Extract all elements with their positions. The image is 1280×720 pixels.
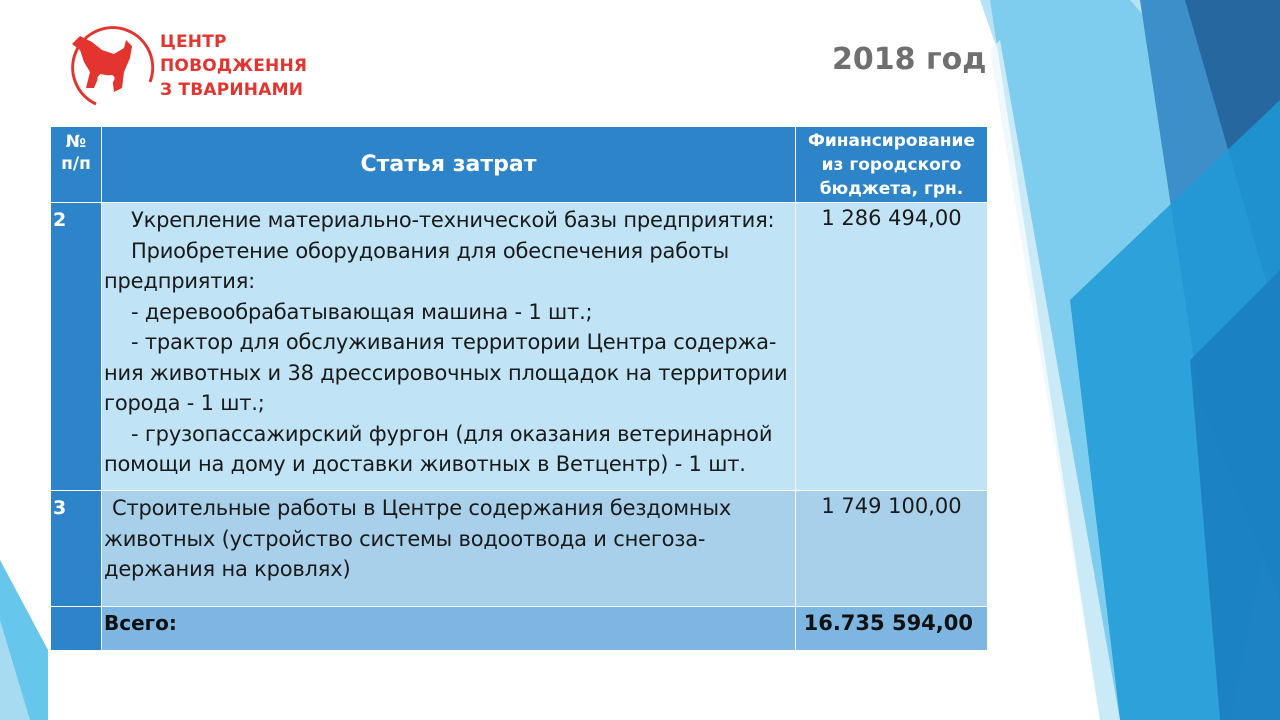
row-line: держания на кровлях) bbox=[104, 557, 351, 581]
table-total-row bbox=[51, 607, 988, 651]
header-funding bbox=[796, 127, 988, 203]
row-line: предприятия: bbox=[104, 269, 256, 293]
row-line: города - 1 шт.; bbox=[104, 391, 265, 415]
dog-cat-heart-icon bbox=[66, 22, 156, 112]
row-description bbox=[102, 203, 796, 491]
row-line: животных (устройство системы водоотвода и снегоза- bbox=[104, 526, 706, 551]
row-line: ния животных и 38 дрессировочных площадок на территории bbox=[104, 360, 788, 385]
header-num-line-2: п/п bbox=[61, 154, 91, 174]
header-funding-line-2: из городского bbox=[821, 155, 962, 175]
row-line: Строительные работы в Центре содержания бездомных bbox=[112, 496, 732, 520]
row-line: Приобретение оборудования для обеспечения работы bbox=[131, 238, 730, 263]
row-line: помощи на дому и доставки животных в Ветцентр) - 1 шт. bbox=[104, 452, 746, 476]
row-number: 2 bbox=[51, 203, 102, 491]
row-amount: 1 286 494,00 bbox=[796, 203, 988, 491]
total-number-cell bbox=[51, 607, 102, 651]
row-line: Укрепление материально-технической базы предприятия: bbox=[131, 208, 775, 232]
header-num bbox=[51, 127, 102, 203]
row-line: - деревообрабатывающая машина - 1 шт.; bbox=[131, 299, 593, 324]
row-amount: 1 749 100,00 bbox=[796, 491, 988, 607]
row-number: 3 bbox=[51, 491, 102, 607]
total-label: Всего: bbox=[102, 607, 796, 651]
row-description bbox=[102, 491, 796, 607]
header-num-line-1: № bbox=[65, 132, 87, 152]
logo-line-3: З ТВАРИНАМИ bbox=[160, 80, 304, 100]
row-line: - трактор для обслуживания территории Центра содержа- bbox=[131, 330, 777, 354]
table-header-row bbox=[51, 127, 988, 203]
logo-line-1: ЦЕНТР bbox=[160, 32, 227, 52]
budget-table bbox=[50, 126, 988, 651]
logo-line-2: ПОВОДЖЕННЯ bbox=[160, 56, 308, 76]
logo-text bbox=[160, 30, 307, 102]
table-row bbox=[51, 203, 988, 491]
row-line: - грузопассажирский фургон (для оказания ветеринарной bbox=[131, 421, 773, 446]
table-row bbox=[51, 491, 988, 607]
header-funding-line-3: бюджета, грн. bbox=[819, 179, 964, 199]
year-label: 2018 год bbox=[832, 42, 987, 77]
total-amount: 16.735 594,00 bbox=[796, 607, 988, 651]
header-funding-line-1: Финансирование bbox=[808, 131, 975, 151]
header-item: Статья затрат bbox=[102, 127, 796, 203]
